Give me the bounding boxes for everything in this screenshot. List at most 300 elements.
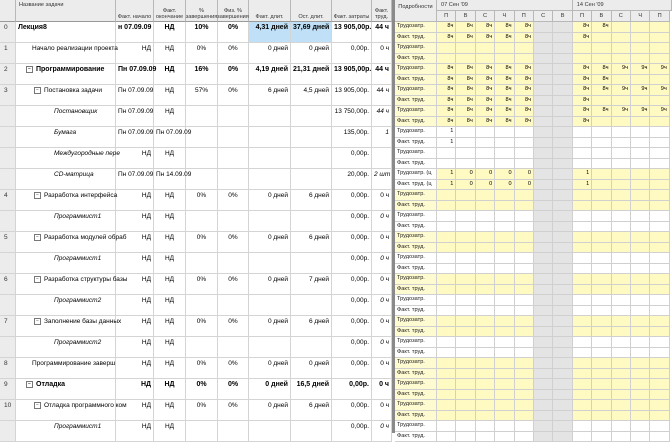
timephased-cell[interactable]	[650, 306, 669, 317]
collapse-toggle-icon[interactable]: −	[34, 234, 41, 241]
cell-finish[interactable]	[154, 253, 186, 274]
timephased-cell[interactable]	[495, 117, 514, 128]
cell-pct[interactable]	[186, 106, 218, 127]
timephased-cell[interactable]	[612, 369, 631, 380]
timephased-cell[interactable]	[515, 327, 534, 338]
timephased-cell[interactable]	[476, 43, 495, 54]
timephased-cell[interactable]	[631, 169, 650, 180]
timephased-cell[interactable]	[534, 75, 553, 86]
timephased-cell[interactable]	[476, 190, 495, 201]
timephased-cell[interactable]	[592, 85, 611, 96]
timephased-cell[interactable]	[631, 295, 650, 306]
timephased-cell[interactable]	[515, 348, 534, 359]
timephased-cell[interactable]	[650, 169, 669, 180]
cell-phys[interactable]	[218, 106, 249, 127]
cell-start[interactable]	[116, 106, 154, 127]
timephased-cell[interactable]	[495, 75, 514, 86]
timephased-cell[interactable]	[631, 159, 650, 170]
timephased-cell[interactable]	[553, 369, 572, 380]
timephased-cell[interactable]	[573, 432, 592, 442]
timephased-cell[interactable]	[534, 295, 553, 306]
cell-work[interactable]	[372, 421, 392, 442]
timephased-cell[interactable]	[476, 274, 495, 285]
timephased-cell[interactable]	[631, 411, 650, 422]
timephased-cell[interactable]	[553, 127, 572, 138]
timephased-cell[interactable]	[650, 264, 669, 275]
timephased-cell[interactable]	[573, 64, 592, 75]
timephased-cell[interactable]	[553, 148, 572, 159]
table-row[interactable]	[0, 211, 392, 232]
timephased-cell[interactable]	[495, 379, 514, 390]
cell-start[interactable]	[116, 43, 154, 64]
timephased-cell[interactable]	[515, 117, 534, 128]
timephased-cell[interactable]	[592, 22, 611, 33]
cell-finish[interactable]	[154, 379, 186, 400]
cell-rem[interactable]	[291, 316, 332, 337]
cell-name[interactable]	[16, 379, 116, 400]
timephased-cell[interactable]	[437, 421, 456, 432]
timephased-cell[interactable]	[612, 211, 631, 222]
timephased-cell[interactable]	[534, 211, 553, 222]
table-row[interactable]	[0, 22, 392, 43]
cell-pct[interactable]	[186, 232, 218, 253]
timephased-cell[interactable]	[515, 316, 534, 327]
timephased-cell[interactable]	[456, 379, 475, 390]
cell-dur[interactable]	[249, 232, 291, 253]
timephased-cell[interactable]	[476, 222, 495, 233]
cell-phys[interactable]	[218, 253, 249, 274]
timephased-cell[interactable]	[573, 274, 592, 285]
timephased-cell[interactable]	[592, 243, 611, 254]
timephased-cell[interactable]	[437, 253, 456, 264]
table-row[interactable]	[0, 400, 392, 421]
timephased-cell[interactable]	[631, 285, 650, 296]
timephased-cell[interactable]	[495, 295, 514, 306]
timephased-cell[interactable]	[515, 274, 534, 285]
timephased-cell[interactable]	[631, 337, 650, 348]
cell-finish[interactable]	[154, 421, 186, 442]
timephased-cell[interactable]	[553, 411, 572, 422]
timephased-cell[interactable]	[515, 148, 534, 159]
timephased-cell[interactable]	[592, 33, 611, 44]
cell-start[interactable]	[116, 421, 154, 442]
timephased-cell[interactable]	[573, 379, 592, 390]
column-header-cost[interactable]: Факт. затраты	[332, 0, 372, 22]
timephased-cell[interactable]	[553, 211, 572, 222]
timephased-cell[interactable]	[437, 106, 456, 117]
cell-rem[interactable]	[291, 337, 332, 358]
cell-pct[interactable]	[186, 379, 218, 400]
table-row[interactable]	[0, 127, 392, 148]
timephased-cell[interactable]	[456, 243, 475, 254]
table-row[interactable]	[0, 106, 392, 127]
timephased-cell[interactable]	[456, 306, 475, 317]
timephased-cell[interactable]	[534, 400, 553, 411]
timephased-cell[interactable]	[515, 421, 534, 432]
timephased-cell[interactable]	[592, 64, 611, 75]
timephased-cell[interactable]	[515, 106, 534, 117]
cell-finish[interactable]	[154, 106, 186, 127]
timephased-cell[interactable]	[650, 22, 669, 33]
timephased-cell[interactable]	[650, 390, 669, 401]
timephased-cell[interactable]	[553, 264, 572, 275]
timephased-cell[interactable]	[650, 117, 669, 128]
timephased-cell[interactable]	[573, 22, 592, 33]
timephased-cell[interactable]	[534, 327, 553, 338]
timephased-cell[interactable]	[592, 138, 611, 149]
cell-phys[interactable]	[218, 421, 249, 442]
timephased-cell[interactable]	[650, 253, 669, 264]
timephased-cell[interactable]	[437, 369, 456, 380]
cell-pct[interactable]	[186, 358, 218, 379]
timephased-cell[interactable]	[456, 337, 475, 348]
cell-finish[interactable]	[154, 64, 186, 85]
timephased-cell[interactable]	[553, 180, 572, 191]
timephased-cell[interactable]	[515, 264, 534, 275]
timephased-cell[interactable]	[592, 337, 611, 348]
timephased-cell[interactable]	[476, 180, 495, 191]
timephased-cell[interactable]	[631, 201, 650, 212]
timephased-cell[interactable]	[495, 306, 514, 317]
timephased-cell[interactable]	[515, 127, 534, 138]
cell-work[interactable]	[372, 232, 392, 253]
timephased-cell[interactable]	[495, 316, 514, 327]
timephased-cell[interactable]	[476, 85, 495, 96]
cell-pct[interactable]	[186, 253, 218, 274]
timephased-cell[interactable]	[612, 127, 631, 138]
timephased-cell[interactable]	[456, 211, 475, 222]
cell-finish[interactable]	[154, 400, 186, 421]
cell-start[interactable]	[116, 358, 154, 379]
timephased-cell[interactable]	[573, 295, 592, 306]
timephased-cell[interactable]	[534, 432, 553, 442]
cell-rem[interactable]	[291, 295, 332, 316]
column-header-finish[interactable]: Факт. окончание	[154, 0, 186, 22]
timephased-cell[interactable]	[612, 274, 631, 285]
timephased-cell[interactable]	[631, 327, 650, 338]
cell-rem[interactable]	[291, 169, 332, 190]
timephased-cell[interactable]	[612, 96, 631, 107]
timephased-cell[interactable]	[476, 64, 495, 75]
timephased-cell[interactable]	[592, 274, 611, 285]
cell-name[interactable]	[16, 253, 116, 274]
timephased-cell[interactable]	[612, 54, 631, 65]
timephased-cell[interactable]	[515, 159, 534, 170]
cell-dur[interactable]	[249, 253, 291, 274]
timephased-cell[interactable]	[631, 33, 650, 44]
cell-cost[interactable]	[332, 358, 372, 379]
timephased-cell[interactable]	[534, 159, 553, 170]
timephased-cell[interactable]	[573, 421, 592, 432]
timephased-cell[interactable]	[612, 243, 631, 254]
timephased-cell[interactable]	[456, 274, 475, 285]
timephased-cell[interactable]	[456, 169, 475, 180]
timephased-cell[interactable]	[437, 127, 456, 138]
timephased-cell[interactable]	[592, 148, 611, 159]
cell-rem[interactable]	[291, 232, 332, 253]
cell-phys[interactable]	[218, 379, 249, 400]
timephased-cell[interactable]	[592, 253, 611, 264]
cell-phys[interactable]	[218, 211, 249, 232]
timephased-cell[interactable]	[612, 138, 631, 149]
timephased-cell[interactable]	[534, 96, 553, 107]
cell-start[interactable]	[116, 64, 154, 85]
timephased-cell[interactable]	[553, 54, 572, 65]
table-row[interactable]	[0, 148, 392, 169]
timephased-cell[interactable]	[534, 306, 553, 317]
cell-name[interactable]	[16, 337, 116, 358]
table-row[interactable]	[0, 379, 392, 400]
cell-dur[interactable]	[249, 169, 291, 190]
cell-pct[interactable]	[186, 337, 218, 358]
cell-cost[interactable]	[332, 379, 372, 400]
timephased-cell[interactable]	[553, 169, 572, 180]
timephased-cell[interactable]	[534, 201, 553, 212]
timephased-cell[interactable]	[515, 201, 534, 212]
timephased-cell[interactable]	[515, 390, 534, 401]
timephased-cell[interactable]	[573, 33, 592, 44]
timephased-cell[interactable]	[650, 337, 669, 348]
timephased-cell[interactable]	[573, 85, 592, 96]
timephased-cell[interactable]	[573, 222, 592, 233]
timephased-cell[interactable]	[534, 390, 553, 401]
cell-start[interactable]	[116, 295, 154, 316]
cell-work[interactable]	[372, 169, 392, 190]
cell-pct[interactable]	[186, 316, 218, 337]
cell-cost[interactable]	[332, 85, 372, 106]
timephased-cell[interactable]	[612, 327, 631, 338]
timephased-cell[interactable]	[553, 232, 572, 243]
timephased-cell[interactable]	[437, 348, 456, 359]
timephased-cell[interactable]	[534, 379, 553, 390]
timephased-cell[interactable]	[650, 96, 669, 107]
cell-rem[interactable]	[291, 85, 332, 106]
timephased-cell[interactable]	[456, 316, 475, 327]
timephased-cell[interactable]	[476, 159, 495, 170]
timephased-cell[interactable]	[437, 64, 456, 75]
cell-work[interactable]	[372, 337, 392, 358]
timephased-cell[interactable]	[612, 348, 631, 359]
cell-phys[interactable]	[218, 85, 249, 106]
timephased-cell[interactable]	[456, 85, 475, 96]
timephased-cell[interactable]	[553, 295, 572, 306]
timephased-cell[interactable]	[495, 253, 514, 264]
cell-phys[interactable]	[218, 64, 249, 85]
timephased-cell[interactable]	[573, 201, 592, 212]
timephased-cell[interactable]	[553, 85, 572, 96]
collapse-toggle-icon[interactable]: −	[34, 87, 41, 94]
timephased-cell[interactable]	[631, 369, 650, 380]
timephased-cell[interactable]	[573, 106, 592, 117]
timephased-cell[interactable]	[515, 295, 534, 306]
cell-work[interactable]	[372, 274, 392, 295]
timephased-cell[interactable]	[553, 337, 572, 348]
timephased-cell[interactable]	[631, 180, 650, 191]
timephased-cell[interactable]	[573, 159, 592, 170]
timephased-cell[interactable]	[495, 201, 514, 212]
table-row[interactable]	[0, 358, 392, 379]
table-row[interactable]	[0, 232, 392, 253]
cell-finish[interactable]	[154, 295, 186, 316]
cell-name[interactable]	[16, 274, 116, 295]
timephased-cell[interactable]	[573, 138, 592, 149]
timephased-cell[interactable]	[612, 64, 631, 75]
timephased-cell[interactable]	[495, 190, 514, 201]
timephased-cell[interactable]	[534, 106, 553, 117]
timephased-cell[interactable]	[437, 138, 456, 149]
timephased-cell[interactable]	[437, 159, 456, 170]
timephased-cell[interactable]	[573, 390, 592, 401]
timephased-cell[interactable]	[534, 148, 553, 159]
timephased-cell[interactable]	[553, 432, 572, 442]
timephased-cell[interactable]	[592, 54, 611, 65]
cell-pct[interactable]	[186, 43, 218, 64]
cell-cost[interactable]	[332, 400, 372, 421]
collapse-toggle-icon[interactable]: −	[34, 402, 41, 409]
timephased-cell[interactable]	[631, 190, 650, 201]
timephased-cell[interactable]	[534, 138, 553, 149]
cell-finish[interactable]	[154, 274, 186, 295]
timephased-cell[interactable]	[631, 106, 650, 117]
timephased-cell[interactable]	[631, 253, 650, 264]
timephased-cell[interactable]	[534, 243, 553, 254]
timephased-cell[interactable]	[437, 316, 456, 327]
timephased-cell[interactable]	[456, 421, 475, 432]
cell-cost[interactable]	[332, 274, 372, 295]
timephased-cell[interactable]	[534, 232, 553, 243]
timephased-cell[interactable]	[476, 411, 495, 422]
cell-start[interactable]	[116, 337, 154, 358]
timephased-cell[interactable]	[437, 306, 456, 317]
timephased-cell[interactable]	[437, 75, 456, 86]
timephased-cell[interactable]	[476, 337, 495, 348]
timephased-cell[interactable]	[631, 85, 650, 96]
column-header-rem[interactable]: Ост. длит.	[291, 0, 332, 22]
timephased-cell[interactable]	[515, 432, 534, 442]
timephased-cell[interactable]	[612, 117, 631, 128]
timephased-cell[interactable]	[476, 285, 495, 296]
timephased-cell[interactable]	[592, 43, 611, 54]
timephased-cell[interactable]	[456, 159, 475, 170]
timephased-cell[interactable]	[553, 159, 572, 170]
timephased-cell[interactable]	[592, 75, 611, 86]
timephased-cell[interactable]	[437, 295, 456, 306]
timephased-cell[interactable]	[476, 327, 495, 338]
timephased-cell[interactable]	[476, 390, 495, 401]
timephased-cell[interactable]	[650, 211, 669, 222]
timephased-cell[interactable]	[553, 190, 572, 201]
timephased-cell[interactable]	[515, 222, 534, 233]
collapse-toggle-icon[interactable]: −	[34, 276, 41, 283]
cell-dur[interactable]	[249, 337, 291, 358]
timephased-cell[interactable]	[534, 358, 553, 369]
timephased-cell[interactable]	[612, 148, 631, 159]
timephased-cell[interactable]	[456, 138, 475, 149]
timephased-cell[interactable]	[553, 327, 572, 338]
cell-rem[interactable]	[291, 274, 332, 295]
timephased-cell[interactable]	[515, 306, 534, 317]
timephased-cell[interactable]	[495, 285, 514, 296]
timephased-cell[interactable]	[631, 127, 650, 138]
timephased-cell[interactable]	[534, 54, 553, 65]
timephased-cell[interactable]	[534, 85, 553, 96]
cell-dur[interactable]	[249, 316, 291, 337]
timephased-cell[interactable]	[476, 400, 495, 411]
collapse-toggle-icon[interactable]: −	[34, 192, 41, 199]
timephased-cell[interactable]	[515, 285, 534, 296]
collapse-toggle-icon[interactable]: −	[26, 381, 33, 388]
cell-finish[interactable]	[154, 127, 186, 148]
timephased-cell[interactable]	[476, 295, 495, 306]
timephased-cell[interactable]	[592, 379, 611, 390]
timephased-cell[interactable]	[456, 190, 475, 201]
cell-name[interactable]	[16, 232, 116, 253]
timephased-cell[interactable]	[650, 222, 669, 233]
cell-work[interactable]	[372, 64, 392, 85]
timephased-cell[interactable]	[573, 348, 592, 359]
timephased-cell[interactable]	[573, 232, 592, 243]
cell-finish[interactable]	[154, 211, 186, 232]
cell-cost[interactable]	[332, 106, 372, 127]
timephased-cell[interactable]	[573, 43, 592, 54]
timephased-cell[interactable]	[515, 400, 534, 411]
cell-start[interactable]	[116, 190, 154, 211]
timephased-cell[interactable]	[456, 180, 475, 191]
timephased-cell[interactable]	[650, 432, 669, 442]
cell-start[interactable]	[116, 148, 154, 169]
timephased-cell[interactable]	[612, 180, 631, 191]
cell-rem[interactable]	[291, 379, 332, 400]
timephased-cell[interactable]	[476, 169, 495, 180]
cell-cost[interactable]	[332, 295, 372, 316]
timephased-cell[interactable]	[553, 306, 572, 317]
timephased-cell[interactable]	[573, 411, 592, 422]
cell-work[interactable]	[372, 190, 392, 211]
cell-name[interactable]	[16, 295, 116, 316]
timephased-cell[interactable]	[476, 369, 495, 380]
table-row[interactable]	[0, 190, 392, 211]
timephased-cell[interactable]	[553, 222, 572, 233]
timephased-cell[interactable]	[631, 22, 650, 33]
timephased-cell[interactable]	[515, 337, 534, 348]
cell-pct[interactable]	[186, 400, 218, 421]
cell-dur[interactable]	[249, 211, 291, 232]
timephased-cell[interactable]	[592, 201, 611, 212]
cell-finish[interactable]	[154, 316, 186, 337]
cell-pct[interactable]	[186, 85, 218, 106]
timephased-cell[interactable]	[592, 306, 611, 317]
timephased-cell[interactable]	[476, 264, 495, 275]
timephased-cell[interactable]	[553, 274, 572, 285]
timephased-cell[interactable]	[476, 75, 495, 86]
timephased-cell[interactable]	[553, 243, 572, 254]
cell-dur[interactable]	[249, 400, 291, 421]
timephased-cell[interactable]	[456, 22, 475, 33]
timephased-cell[interactable]	[456, 411, 475, 422]
cell-cost[interactable]	[332, 169, 372, 190]
timephased-cell[interactable]	[476, 54, 495, 65]
timephased-cell[interactable]	[534, 169, 553, 180]
timephased-cell[interactable]	[592, 295, 611, 306]
timephased-cell[interactable]	[573, 358, 592, 369]
timephased-cell[interactable]	[631, 390, 650, 401]
cell-rem[interactable]	[291, 106, 332, 127]
timephased-cell[interactable]	[553, 285, 572, 296]
timephased-cell[interactable]	[650, 316, 669, 327]
timephased-cell[interactable]	[573, 327, 592, 338]
cell-finish[interactable]	[154, 43, 186, 64]
column-header-phys[interactable]: Физ. % завершения	[218, 0, 249, 22]
